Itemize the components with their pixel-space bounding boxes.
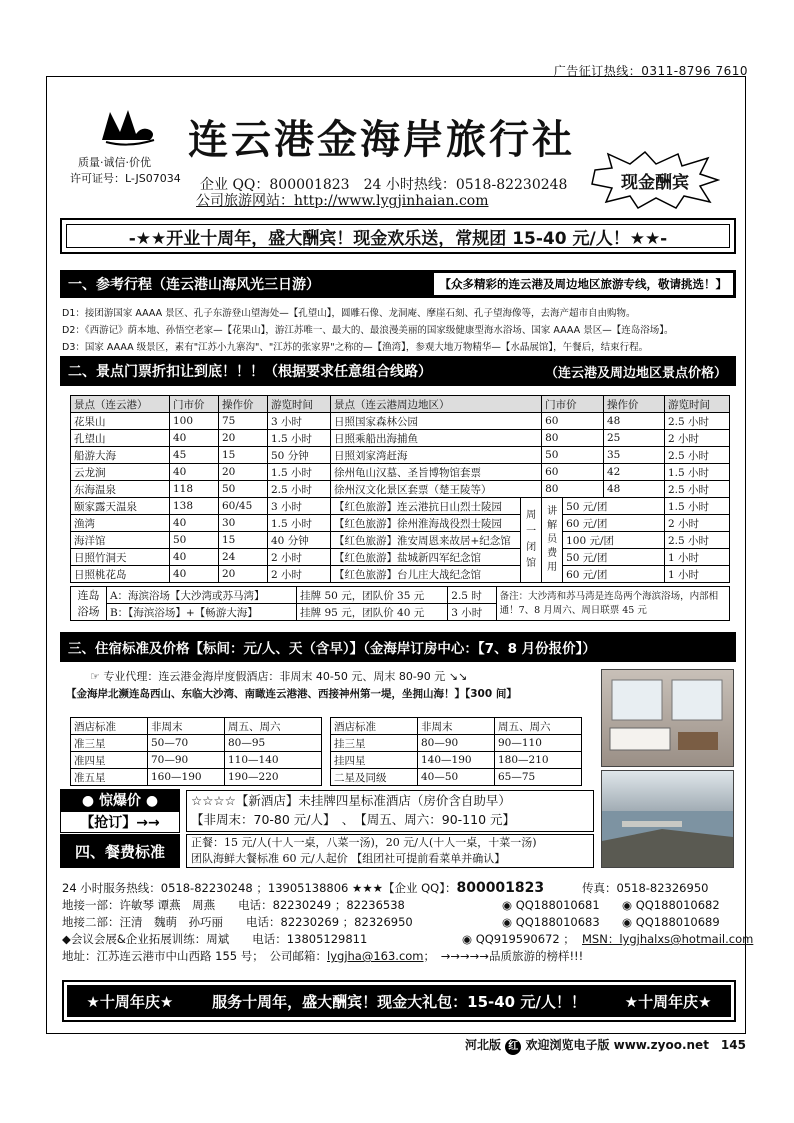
cell: 1.5 小时 [268, 464, 331, 481]
cell: 20 [219, 566, 268, 583]
header-cell: 周五、周六 [225, 718, 322, 735]
deal-line-2: 【非周末：70-80 元/人】 、 【周五、周六：90-110 元】 [191, 812, 516, 827]
cell: 80 [542, 481, 604, 498]
address: 地址：江苏连云港市中山西路 155 号； 公司邮箱： [62, 949, 328, 963]
cell: 50 元/团 [563, 498, 665, 515]
burst-text: 现金酬宾 [621, 172, 689, 193]
guide-fee-cell: 讲解员费用 [542, 498, 563, 583]
cell: 40 [170, 515, 219, 532]
header-cell: 周五、周六 [495, 718, 582, 735]
header-cell: 游览时间 [268, 396, 331, 413]
hotel-address: 【金海岸北濒连岛西山、东临大沙湾、南瞰连云港港、西接神州第一堤，坐拥山海！】【300 间】 [66, 688, 517, 700]
anniversary-footer-bar [62, 980, 736, 1022]
cell: 2 小时 [665, 515, 730, 532]
cell: 42 [604, 464, 665, 481]
cell: 日照国家森林公园 [331, 413, 542, 430]
qq-penguin-icon: ◉ [502, 898, 516, 912]
qq-contact[interactable] [502, 897, 600, 914]
cell: 40 [170, 430, 219, 447]
cell: 1.5 小时 [665, 498, 730, 515]
section-hotel-title: 三、住宿标准及价格【标间：元/人、天（含早）】（金海岸订房中心：【7、8 月份报价】） [68, 641, 596, 657]
cell: 24 [219, 549, 268, 566]
cell: 花果山 [71, 413, 170, 430]
cell: 二星及同级 [331, 769, 418, 786]
cell: 60 元/团 [563, 566, 665, 583]
dept-2: 地接二部：汪清 魏萌 孙巧丽 电话：82230269 ；82326950 [62, 915, 413, 929]
cell: 20 [219, 430, 268, 447]
table-row [71, 464, 730, 481]
cell: 50 元/团 [563, 549, 665, 566]
seaside-photo [601, 770, 734, 868]
cell: 【红色旅游】连云港抗日山烈士陵园 [331, 498, 521, 515]
itinerary-day-3: D3：国家 AAAA 级景区，素有"江苏小九寨沟"、"江苏的张家界"之称的—【渔湾】，参观大地万物精华—【水晶展馆】，午餐后，结束行程。 [62, 342, 649, 353]
cell: 25 [604, 430, 665, 447]
deal-line-1: ☆☆☆☆【新酒店】未挂牌四星标准酒店（房价含自助早） [191, 793, 511, 808]
msn-contact[interactable]: MSN：lygjhalxs@hotmail.com [582, 932, 754, 946]
ticket-price-table [70, 395, 730, 583]
hotel-price-table-right [330, 717, 582, 786]
contact-row [62, 948, 738, 965]
header-cell: 门市价 [170, 396, 219, 413]
meal-line-2: 团队海鲜大餐标准 60 元/人起价 【组团社可提前看菜单并确认】 [191, 852, 506, 865]
hand-pointer-icon: ☞ [90, 670, 100, 683]
cell: 2.5 小时 [665, 413, 730, 430]
cell: 2 小时 [268, 566, 331, 583]
cell: 80—95 [225, 735, 322, 752]
qq-number: QQ188010689 [635, 915, 720, 929]
table-row [71, 447, 730, 464]
cell: 【红色旅游】台儿庄大战纪念馆 [331, 566, 521, 583]
table-row [71, 481, 730, 498]
cell: 2.5 小时 [665, 481, 730, 498]
table-row [331, 769, 582, 786]
new-hotel-deal [186, 790, 594, 832]
hotel-agent [90, 668, 467, 684]
cell: 40 [170, 566, 219, 583]
cell: 徐州汉文化景区套票（楚王陵等） [331, 481, 542, 498]
section-tickets-note: （连云港及周边地区景点价格） [539, 360, 733, 382]
table-row [71, 735, 322, 752]
email-link[interactable]: lygjha@163.com [327, 949, 424, 963]
cell: 日照竹洞天 [71, 549, 170, 566]
website-link[interactable]: 公司旅游网站：http://www.lygjinhaian.com [196, 193, 489, 209]
cell: 渔湾 [71, 515, 170, 532]
cell: 75 [219, 413, 268, 430]
cell: 100 元/团 [563, 532, 665, 549]
surprise-price-label: ● 惊爆价 ● [60, 789, 180, 811]
header-cell: 非周末 [148, 718, 225, 735]
cell: 徐州龟山汉墓、圣旨博物馆套票 [331, 464, 542, 481]
cell: 准五星 [71, 769, 148, 786]
cell: 3 小时 [448, 604, 496, 621]
company-name: 连云港金海岸旅行社 [188, 117, 575, 163]
contact-row [62, 880, 738, 897]
table-row [71, 566, 730, 583]
cell: 60/45 [219, 498, 268, 515]
cell: 140—190 [418, 752, 495, 769]
table-row [331, 752, 582, 769]
cell: 挂四星 [331, 752, 418, 769]
qq-number: QQ188010682 [635, 898, 720, 912]
cell: 48 [604, 413, 665, 430]
ad-hotline: 广告征订热线：0311-8796 7610 [553, 64, 748, 78]
cell: 云龙涧 [71, 464, 170, 481]
cell: 【红色旅游】淮安周恩来故居+纪念馆 [331, 532, 521, 549]
qq-contact[interactable] [502, 914, 600, 931]
meal-standard-title: 四、餐费标准 [60, 834, 180, 868]
header-cell: 操作价 [604, 396, 665, 413]
cell: 60 [542, 413, 604, 430]
cell: 50 分钟 [268, 447, 331, 464]
cell: 180—210 [495, 752, 582, 769]
cell: 2 小时 [665, 430, 730, 447]
table-row [71, 532, 730, 549]
cell: 海洋馆 [71, 532, 170, 549]
tagline: ； →→→→→品质旅游的榜样!!! [423, 949, 584, 963]
contact-row [62, 914, 738, 931]
cell: 40 分钟 [268, 532, 331, 549]
closed-monday-cell: 周一闭馆 [521, 498, 542, 583]
meal-line-1: 正餐：15 元/人(十人一桌，八菜一汤)，20 元/人(十人一桌，十菜一汤) [191, 836, 537, 849]
cell: 190—220 [225, 769, 322, 786]
header-cell: 非周末 [418, 718, 495, 735]
table-header-row [71, 396, 730, 413]
section-itinerary-bar [60, 270, 736, 298]
qq-penguin-icon: ◉ [502, 915, 516, 929]
header-cell: 操作价 [219, 396, 268, 413]
table-header-row [331, 718, 582, 735]
anniversary-banner [60, 218, 736, 254]
header-cell: 门市价 [542, 396, 604, 413]
cell: 1.5 小时 [268, 515, 331, 532]
table-row [71, 769, 322, 786]
cell: 日照刘家湾赶海 [331, 447, 542, 464]
hotel-room-image [602, 670, 733, 766]
fax: 传真：0518-82326950 [582, 881, 709, 895]
table-row [71, 587, 730, 604]
cell: 准三星 [71, 735, 148, 752]
table-row [71, 498, 730, 515]
cell: 3 小时 [268, 498, 331, 515]
banner-text: -★★开业十周年，盛大酬宾！现金欢乐送，常规团 15-40 元/人！★★- [66, 224, 730, 248]
contact-row [62, 897, 738, 914]
cell: 1.5 小时 [665, 464, 730, 481]
qq-number: QQ919590672 ； [475, 932, 575, 946]
cell: 【红色旅游】盐城新四军纪念馆 [331, 549, 521, 566]
cell: 1 小时 [665, 566, 730, 583]
hotel-agent-text: 专业代理：连云港金海岸度假酒店：非周末 40-50 元、周末 80-90 元 [103, 670, 446, 683]
cell: 40 [170, 549, 219, 566]
cell: 35 [604, 447, 665, 464]
cell: 48 [604, 481, 665, 498]
beach-label: 连岛浴场 [71, 587, 107, 621]
cell: 2.5 小时 [665, 532, 730, 549]
cell: 80—90 [418, 735, 495, 752]
cell: 2 小时 [268, 549, 331, 566]
anniversary-middle: 服务十周年，盛大酬宾！现金大礼包：15-40 元/人！！ [212, 992, 586, 1011]
qq-contact[interactable] [462, 931, 575, 948]
header-cell: 酒店标准 [71, 718, 148, 735]
cell: 【红色旅游】徐州淮海战役烈士陵园 [331, 515, 521, 532]
anniversary-right: ★十周年庆★ [624, 992, 712, 1011]
qq-contact[interactable] [622, 897, 720, 914]
itinerary-day-2: D2：《西游记》荫本地、孙悟空老家—【花果山】，游江苏唯一、最大的、最浪漫美丽的国家级健康型海水浴场、国家 AAAA 景区—【连岛浴场】。 [62, 325, 674, 336]
cell: 2.5 时 [448, 587, 496, 604]
cell: 118 [170, 481, 219, 498]
edition: 河北版 [465, 1038, 502, 1052]
hotel-price-table-left [70, 717, 322, 786]
cell: 40—50 [418, 769, 495, 786]
slogan: 质量·诚信·价优 [78, 156, 151, 169]
cell: 1.5 小时 [268, 430, 331, 447]
qq-number: QQ188010681 [515, 898, 600, 912]
beach-ticket-table [70, 586, 730, 621]
cell: 15 [219, 447, 268, 464]
cell: 160—190 [148, 769, 225, 786]
table-row [71, 752, 322, 769]
cell: 孔望山 [71, 430, 170, 447]
qq-number: QQ188010683 [515, 915, 600, 929]
cell: 100 [170, 413, 219, 430]
cell: 60 [542, 464, 604, 481]
cell: 50—70 [148, 735, 225, 752]
cell: 50 [542, 447, 604, 464]
header-cell: 酒店标准 [331, 718, 418, 735]
company-qq: 800001823 [456, 880, 545, 896]
dept-1: 地接一部：许敏琴 谭燕 周燕 电话：82230249 ；82236538 [62, 898, 405, 912]
cell: 日照桃花岛 [71, 566, 170, 583]
cell: 30 [219, 515, 268, 532]
cell: 40 [170, 464, 219, 481]
arrow-icon: ↘↘ [448, 670, 468, 683]
service-hotline: 24 小时服务热线：0518-82230248 ；13905138806 ★★★【企业 QQ】： [62, 881, 457, 895]
cell: 准四星 [71, 752, 148, 769]
section-tickets-title: 二、景点门票折扣让到底！！！（根据要求任意组合线路） [68, 364, 432, 380]
cell: 日照乘船出海捕鱼 [331, 430, 542, 447]
grab-booking-label: 【抢订】→→ [60, 811, 180, 833]
cell: 挂牌 95 元，团队价 40 元 [297, 604, 448, 621]
cell: 2.5 小时 [268, 481, 331, 498]
cell: 50 [219, 481, 268, 498]
section-tickets-bar [60, 356, 736, 386]
table-row [71, 430, 730, 447]
cell: 3 小时 [268, 413, 331, 430]
hotel-room-photo [601, 669, 734, 767]
cell: 15 [219, 532, 268, 549]
itinerary-day-1: D1：接团游国家 AAAA 景区、孔子东游登山望海处—【孔望山】，圆雕石像、龙洞庵、摩崖石刻、孔子望海像等，去海产超市自由购物。 [62, 308, 636, 319]
table-row [71, 549, 730, 566]
cell: 65—75 [495, 769, 582, 786]
page-footer-text: 欢迎浏览电子版 www.zyoo.net 145 [525, 1038, 746, 1052]
qq-penguin-icon: ◉ [622, 898, 636, 912]
cell: 45 [170, 447, 219, 464]
contact-row [62, 931, 754, 948]
cell: 70—90 [148, 752, 225, 769]
qq-hotline: 企业 QQ：800001823 24 小时热线：0518-82230248 [200, 177, 568, 193]
cell: 60 元/团 [563, 515, 665, 532]
table-row [71, 515, 730, 532]
section-hotel-bar [60, 632, 736, 662]
cell: 挂牌 50 元，团队价 35 元 [297, 587, 448, 604]
qq-penguin-icon: ◉ [622, 915, 636, 929]
header-cell: 游览时间 [665, 396, 730, 413]
qq-contact[interactable] [622, 914, 720, 931]
cash-reward-burst [590, 150, 720, 210]
top-margin [0, 0, 794, 18]
cell: 东海温泉 [71, 481, 170, 498]
meal-standard-box [186, 834, 594, 868]
cell: 110—140 [225, 752, 322, 769]
cell: 颐家露天温泉 [71, 498, 170, 515]
header-cell: 景点（连云港） [71, 396, 170, 413]
cell: 挂三星 [331, 735, 418, 752]
cell: 80 [542, 430, 604, 447]
edition-badge-icon: 红 [505, 1039, 521, 1055]
beach-note: 备注：大沙湾和苏马湾是连岛两个海滨浴场，内部相通！7、8 月周六、周日联票 45 元 [496, 587, 729, 621]
cell: 20 [219, 464, 268, 481]
conference-contact: ◆会议会展&企业拓展训练：周斌 电话：13805129811 [62, 932, 368, 946]
cell: 90—110 [495, 735, 582, 752]
section-itinerary-note: 【众多精彩的连云港及周边地区旅游专线，敬请挑选！】 [434, 273, 734, 295]
cell: 50 [170, 532, 219, 549]
qq-penguin-icon: ◉ [462, 932, 476, 946]
cell: 138 [170, 498, 219, 515]
header-cell: 景点（连云港周边地区） [331, 396, 542, 413]
cell: A：海滨浴场【大沙湾或苏马湾】 [106, 587, 296, 604]
cell: 1 小时 [665, 549, 730, 566]
table-row [71, 413, 730, 430]
section-itinerary-title: 一、参考行程（连云港山海风光三日游） [68, 277, 320, 293]
table-row [331, 735, 582, 752]
seaside-image [602, 771, 733, 867]
anniversary-left: ★十周年庆★ [86, 992, 174, 1011]
table-header-row [71, 718, 322, 735]
page-footer [465, 1036, 746, 1055]
company-logo [96, 104, 160, 148]
cell: 船游大海 [71, 447, 170, 464]
contact-block [62, 880, 754, 965]
cell: B：【海滨浴场】+【畅游大海】 [106, 604, 296, 621]
license-number: 许可证号：L-JS07034 [70, 172, 181, 185]
cell: 2.5 小时 [665, 447, 730, 464]
